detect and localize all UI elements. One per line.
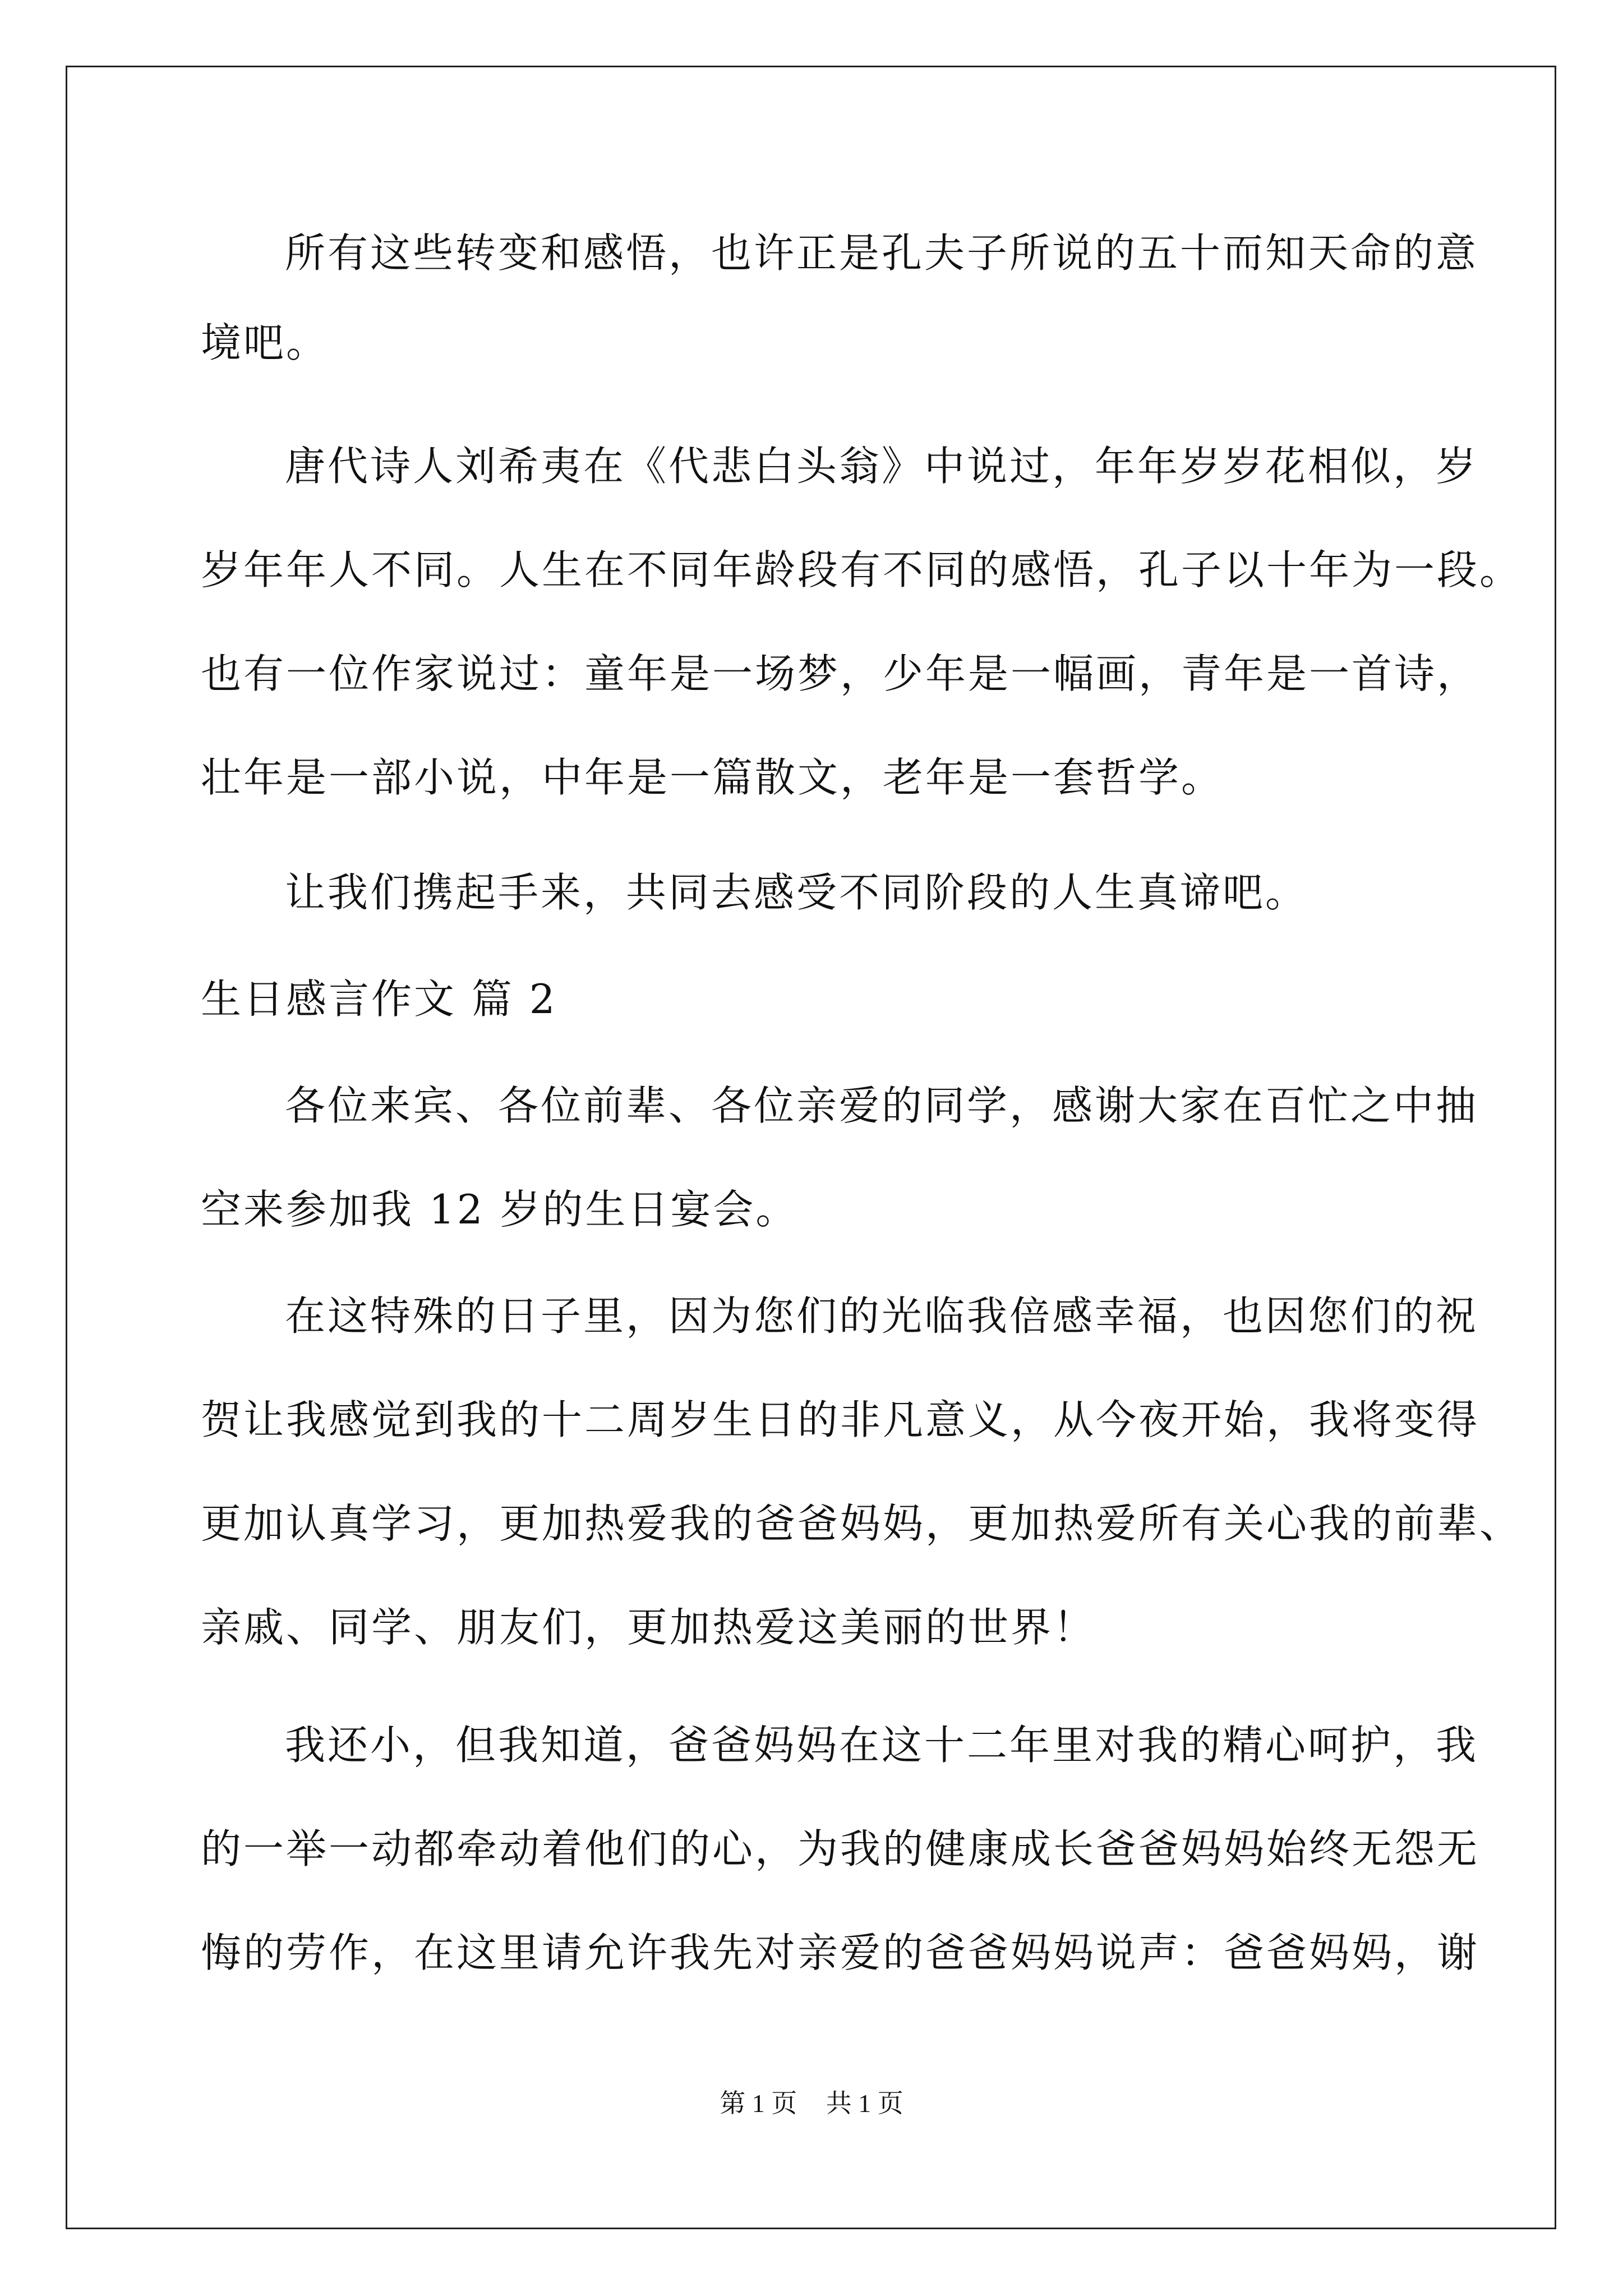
- paragraph-line: 我还小，但我知道，爸爸妈妈在这十二年里对我的精心呵护，我: [285, 1722, 1479, 1769]
- paragraph-line: 所有这些转变和感悟，也许正是孔夫子所说的五十而知天命的意: [285, 229, 1479, 277]
- paragraph-line: 亲戚、同学、朋友们，更加热爱这美丽的世界！: [201, 1604, 1096, 1651]
- section-heading: 生日感言作文 篇 2: [201, 976, 557, 1023]
- page-footer: [0, 2087, 1623, 2120]
- paragraph-line: 悔的劳作，在这里请允许我先对亲爱的爸爸妈妈说声：爸爸妈妈，谢: [201, 1929, 1480, 1976]
- paragraph-line: 境吧。: [201, 319, 329, 366]
- page-total: 共 1 页: [826, 2089, 903, 2118]
- paragraph-line: 空来参加我 12 岁的生日宴会。: [201, 1186, 799, 1233]
- page-border: [66, 66, 1556, 2229]
- paragraph-line: 唐代诗人刘希夷在《代悲白头翁》中说过，年年岁岁花相似，岁: [285, 443, 1479, 490]
- paragraph-line: 让我们携起手来，共同去感受不同阶段的人生真谛吧。: [285, 869, 1308, 916]
- paragraph-line: 在这特殊的日子里，因为您们的光临我倍感幸福，也因您们的祝: [285, 1292, 1479, 1340]
- page-number: 第 1 页: [720, 2089, 797, 2118]
- paragraph-line: 贺让我感觉到我的十二周岁生日的非凡意义，从今夜开始，我将变得: [201, 1396, 1480, 1443]
- paragraph-line: 壮年是一部小说，中年是一篇散文，老年是一套哲学。: [201, 754, 1224, 801]
- paragraph-line: 也有一位作家说过：童年是一场梦，少年是一幅画，青年是一首诗，: [201, 650, 1480, 697]
- paragraph-line: 各位来宾、各位前辈、各位亲爱的同学，感谢大家在百忙之中抽: [285, 1082, 1479, 1129]
- paragraph-line: 的一举一动都牵动着他们的心，为我的健康成长爸爸妈妈始终无怨无: [201, 1825, 1480, 1872]
- paragraph-line: 更加认真学习，更加热爱我的爸爸妈妈，更加热爱所有关心我的前辈、: [201, 1500, 1523, 1547]
- paragraph-line: 岁年年人不同。人生在不同年龄段有不同的感悟，孔子以十年为一段。: [201, 546, 1523, 593]
